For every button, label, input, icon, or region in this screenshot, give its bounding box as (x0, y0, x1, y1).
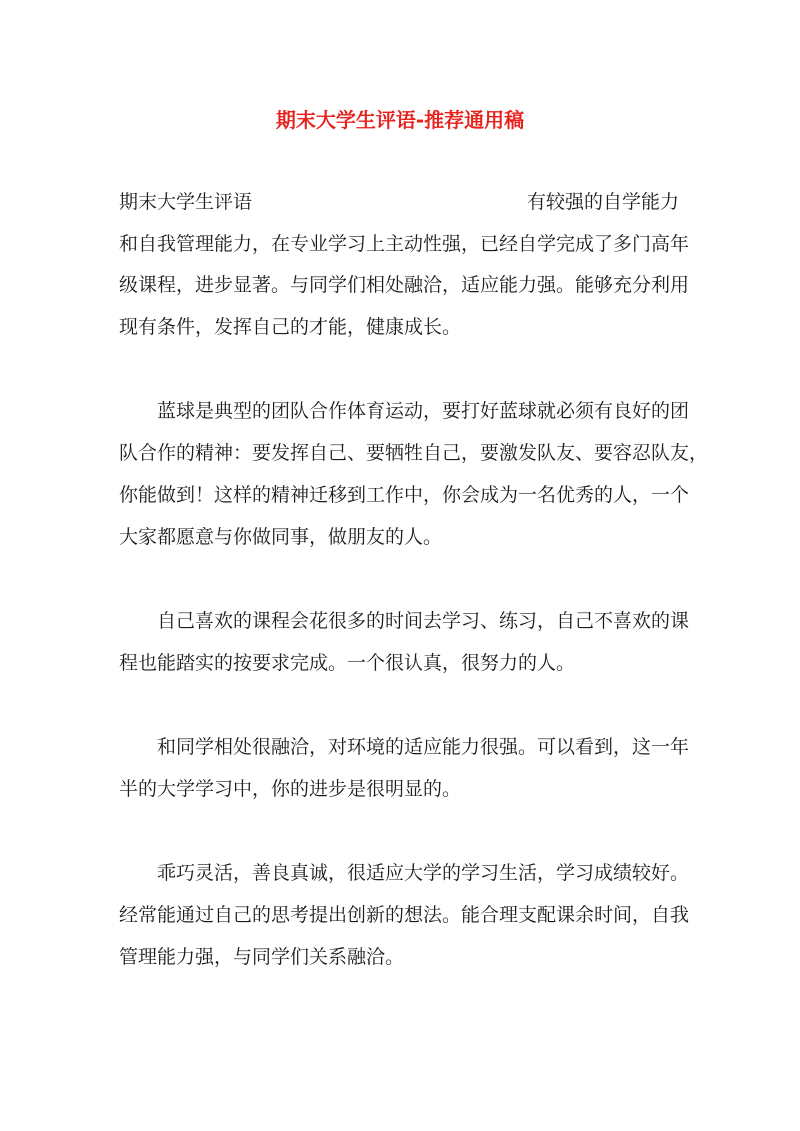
paragraph-2-line-3: 你能做到！这样的精神迁移到工作中，你会成为一名优秀的人，一个 (119, 484, 690, 506)
paragraph-2-line-2: 队合作的精神：要发挥自己、要牺牲自己，要激发队友、要容忍队友， (119, 442, 709, 464)
paragraph-3-line-2: 程也能踏实的按要求完成。一个很认真，很努力的人。 (119, 652, 576, 674)
paragraph-2-line-4: 大家都愿意与你做同事，做朋友的人。 (119, 526, 443, 548)
paragraph-1-line-3: 现有条件，发挥自己的才能，健康成长。 (119, 316, 462, 338)
paragraph-4-line-1: 和同学相处很融洽，对环境的适应能力很强。可以看到，这一年 (157, 736, 690, 758)
first-line-right: 有较强的自学能力 (527, 191, 680, 213)
document-title: 期末大学生评语-推荐通用稿 (275, 108, 525, 132)
paragraph-5-line-3: 管理能力强，与同学们关系融洽。 (119, 946, 405, 968)
first-line-left: 期末大学生评语 (119, 191, 253, 213)
paragraph-5-line-2: 经常能通过自己的思考提出创新的想法。能合理支配课余时间，自我 (119, 904, 690, 926)
paragraph-1-line-2: 级课程，进步显著。与同学们相处融洽，适应能力强。能够充分利用 (119, 274, 690, 296)
paragraph-5-line-1: 乖巧灵活，善良真诚，很适应大学的学习生活，学习成绩较好。 (157, 862, 690, 884)
paragraph-4-line-2: 半的大学学习中，你的进步是很明显的。 (119, 778, 462, 800)
paragraph-1-line-1: 和自我管理能力，在专业学习上主动性强，已经自学完成了多门高年 (119, 233, 690, 255)
paragraph-3-line-1: 自己喜欢的课程会花很多的时间去学习、练习，自己不喜欢的课 (157, 610, 690, 632)
paragraph-2-line-1: 蓝球是典型的团队合作体育运动，要打好蓝球就必须有良好的团 (157, 400, 690, 422)
